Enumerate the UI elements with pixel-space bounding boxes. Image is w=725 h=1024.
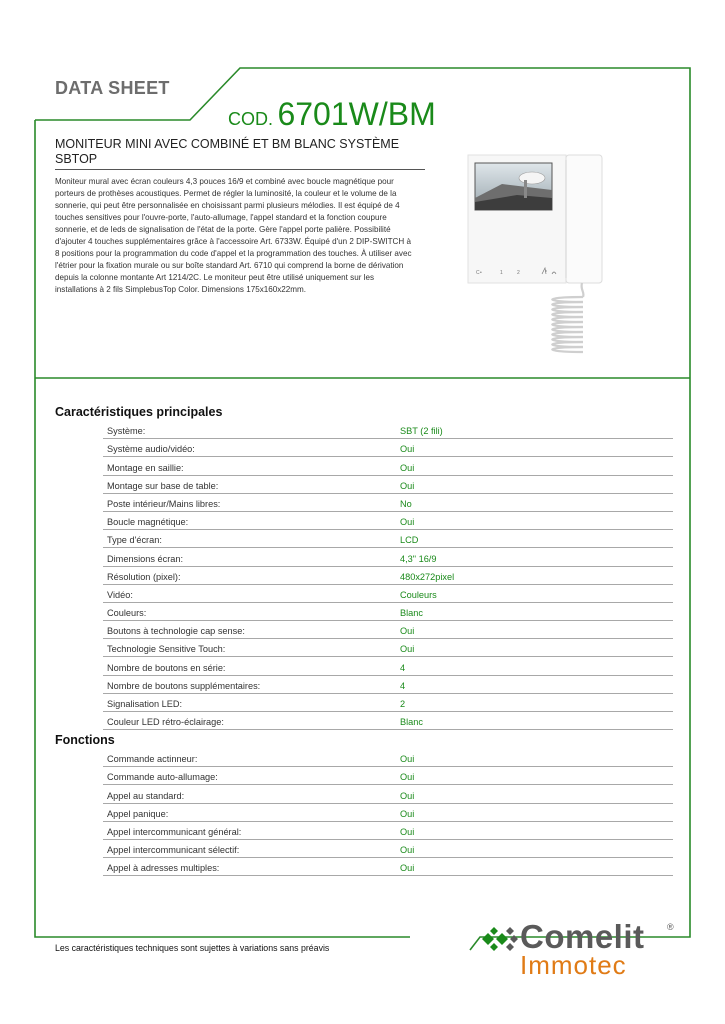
row-value: No <box>400 498 412 509</box>
row-key: Vidéo: <box>107 589 133 600</box>
row-key: Commande auto-allumage: <box>107 772 218 783</box>
row-key: Appel à adresses multiples: <box>107 863 220 874</box>
row-value: Oui <box>400 826 415 837</box>
characteristics-table <box>103 421 673 730</box>
row-key: Appel panique: <box>107 808 169 819</box>
product-image <box>462 150 612 365</box>
table-row <box>103 840 673 858</box>
row-value: Oui <box>400 644 415 655</box>
image-button-label-2: 2 <box>517 270 520 276</box>
row-key: Poste intérieur/Mains libres: <box>107 498 221 509</box>
row-key: Boucle magnétique: <box>107 517 189 528</box>
table-row <box>103 804 673 822</box>
table-row <box>103 457 673 475</box>
table-row <box>103 694 673 712</box>
row-key: Appel intercommunicant sélectif: <box>107 845 240 856</box>
table-row <box>103 621 673 639</box>
row-key: Couleurs: <box>107 608 147 619</box>
row-value: 4 <box>400 662 406 673</box>
row-value: Oui <box>400 845 415 856</box>
row-value: Oui <box>400 480 415 491</box>
row-value: Oui <box>400 626 415 637</box>
logo-immotec: Immotec <box>520 950 627 980</box>
row-key: Nombre de boutons supplémentaires: <box>107 680 261 691</box>
row-key: Couleur LED rétro-éclairage: <box>107 717 224 728</box>
data-sheet-title: DATA SHEET <box>55 78 170 98</box>
row-value: LCD <box>400 535 419 546</box>
row-value: 2 <box>400 699 406 709</box>
row-key: Technologie Sensitive Touch: <box>107 644 226 655</box>
table-row <box>103 785 673 803</box>
product-title: MONITEUR MINI AVEC COMBINÉ ET BM BLANC SYSTÈME SBTOP <box>55 137 400 166</box>
table-row <box>103 603 673 621</box>
row-key: Type d'écran: <box>107 535 162 546</box>
row-value: 4 <box>400 680 406 691</box>
row-key: Système: <box>107 426 146 437</box>
row-value: 480x272pixel <box>400 571 455 582</box>
row-value: Oui <box>400 790 415 801</box>
logo-comelit: Comelit <box>520 918 645 955</box>
cod-number: 6701W/BM <box>277 96 436 132</box>
cod-label: COD. <box>228 109 273 129</box>
row-key: Appel intercommunicant général: <box>107 826 242 837</box>
table-row <box>103 676 673 694</box>
row-value: Couleurs <box>400 589 437 600</box>
functions-table <box>103 749 673 876</box>
table-row <box>103 822 673 840</box>
table-row <box>103 767 673 785</box>
row-key: Appel au standard: <box>107 790 185 801</box>
table-row <box>103 421 673 439</box>
table-row <box>103 476 673 494</box>
svg-text:•: • <box>480 270 482 276</box>
row-key: Montage en saillie: <box>107 462 184 473</box>
table-row <box>103 512 673 530</box>
row-value: 4,3" 16/9 <box>400 553 437 564</box>
footer-disclaimer: Les caractéristiques techniques sont sujettes à variations sans préavis <box>55 943 330 953</box>
row-value: Blanc <box>400 608 423 619</box>
image-button-label-c: C <box>476 270 480 276</box>
row-value: Oui <box>400 863 415 874</box>
row-key: Signalisation LED: <box>107 699 183 709</box>
row-key: Commande actinneur: <box>107 754 198 765</box>
table-row <box>103 858 673 876</box>
row-value: Blanc <box>400 717 423 728</box>
image-button-label-1: 1 <box>500 270 503 276</box>
row-key: Dimensions écran: <box>107 553 184 564</box>
comelit-immotec-logo <box>482 918 677 982</box>
row-value: Oui <box>400 517 415 528</box>
functions-heading: Fonctions <box>55 733 115 747</box>
table-row <box>103 712 673 730</box>
title-divider <box>55 169 425 170</box>
row-value: SBT (2 fili) <box>400 426 443 437</box>
table-row <box>103 639 673 657</box>
product-description: Moniteur mural avec écran couleurs 4,3 pouces 16/9 et combiné avec boucle magnétique pour porteurs de prothèses acoustiques. Permet de régler la luminosité, la couleur et le volume de la sonnerie, qui peut être personnalisée en choisissant parmi plusieurs mélodies. Il est équipé de 4 touches sensitives pour l'ouvre-porte, l'auto-allumage, l'appel standard et la fonction coupure sonnerie, et de leds de signalisation de l'état de la porte. Gère l'appel porte palière. Possibilité d'ajouter 4 touches supplémentaires grâce à l'accessoire Art. 6733W. Équipé d'un 2 DIP-SWITCH à 8 positions pour la programmation du code d'appel et la programmation des touches. À utiliser avec l'étrier pour la fixation murale ou sur boîte standard Art. 6710 qui comprend la borne de dérivation depuis la colonne montante Art 1214/2C. Le moniteur peut être utilisé uniquement sur les installations à 2 fils SimplebusTop Color. Dimensions 175x160x22mm. <box>55 177 412 294</box>
logo-mark-icon <box>482 927 518 951</box>
table-row <box>103 657 673 675</box>
row-key: Montage sur base de table: <box>107 480 219 491</box>
row-key: Système audio/vidéo: <box>107 444 195 455</box>
row-key: Nombre de boutons en série: <box>107 662 226 673</box>
row-value: Oui <box>400 772 415 783</box>
logo-registered: ® <box>667 922 674 932</box>
row-value: Oui <box>400 444 415 455</box>
table-row <box>103 585 673 603</box>
table-row <box>103 530 673 548</box>
row-value: Oui <box>400 462 415 473</box>
row-value: Oui <box>400 808 415 819</box>
table-row <box>103 548 673 566</box>
table-row <box>103 749 673 767</box>
table-row <box>103 567 673 585</box>
table-row <box>103 439 673 457</box>
row-key: Résolution (pixel): <box>107 571 181 582</box>
row-key: Boutons à technologie cap sense: <box>107 626 245 637</box>
characteristics-heading: Caractéristiques principales <box>55 405 223 419</box>
product-code <box>228 96 436 133</box>
row-value: Oui <box>400 754 415 765</box>
table-row <box>103 494 673 512</box>
